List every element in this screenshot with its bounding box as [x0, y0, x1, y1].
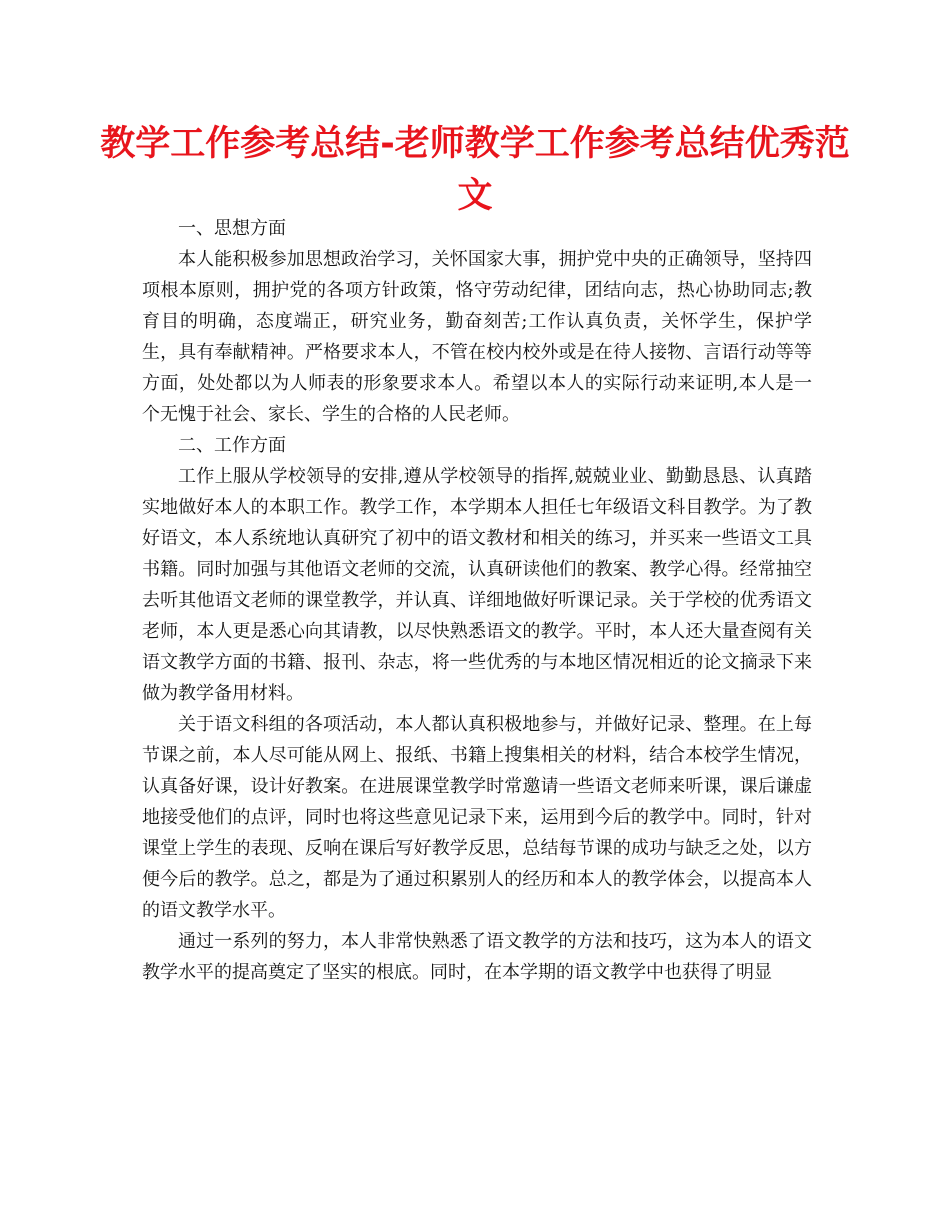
- section-heading-ideology: 一、思想方面: [178, 218, 286, 239]
- section-heading-work: 二、工作方面: [178, 435, 286, 456]
- document-title: 教学工作参考总结-老师教学工作参考总结优秀范文: [100, 124, 850, 216]
- paragraph-results: 通过一系列的努力，本人非常快熟悉了语文教学的方法和技巧，这为本人的语文教学水平的提高奠定了坚实的根底。同时，在本学期的语文教学中也获得了明显: [142, 931, 812, 983]
- paragraph-work-duties: 工作上服从学校领导的安排,遵从学校领导的指挥,兢兢业业、勤勤恳恳、认真踏实地做好本人的本职工作。教学工作，本学期本人担任七年级语文科目教学。为了教好语文，本人系统地认真研究了初中的语文教材和相关的练习，并买来一些语文工具书籍。同时加强与其他语文老师的交流，认真研读他们的教案、教学心得。经常抽空去听其他语文老师的课堂教学，并认真、详细地做好听课记录。关于学校的优秀语文老师，本人更是悉心向其请教，以尽快熟悉语文的教学。平时，本人还大量查阅有关语文教学方面的书籍、报刊、杂志，将一些优秀的与本地区情况相近的论文摘录下来做为教学备用材料。: [142, 466, 812, 704]
- paragraph-ideology: 本人能积极参加思想政治学习，关怀国家大事，拥护党中央的正确领导，坚持四项根本原则，拥护党的各项方针政策，恪守劳动纪律，团结向志，热心协助同志;教育目的明确，态度端正，研究业务，勤奋刻苦;工作认真负责，关怀学生，保护学生，具有奉献精神。严格要求本人，不管在校内校外或是在待人接物、言语行动等等方面，处处都以为人师表的形象要求本人。希望以本人的实际行动来证明,本人是一个无愧于社会、家长、学生的合格的人民老师。: [142, 249, 812, 425]
- document-body: [142, 213, 812, 988]
- paragraph-group-activities: 关于语文科组的各项活动，本人都认真积极地参与，并做好记录、整理。在上每节课之前，本人尽可能从网上、报纸、书籍上搜集相关的材料，结合本校学生情况，认真备好课，设计好教案。在进展课堂教学时常邀请一些语文老师来听课，课后谦虚地接受他们的点评，同时也将这些意见记录下来，运用到今后的教学中。同时，针对课堂上学生的表现、反响在课后写好教学反思，总结每节课的成功与缺乏之处，以方便今后的教学。总之，都是为了通过积累别人的经历和本人的教学体会，以提高本人的语文教学水平。: [142, 714, 812, 921]
